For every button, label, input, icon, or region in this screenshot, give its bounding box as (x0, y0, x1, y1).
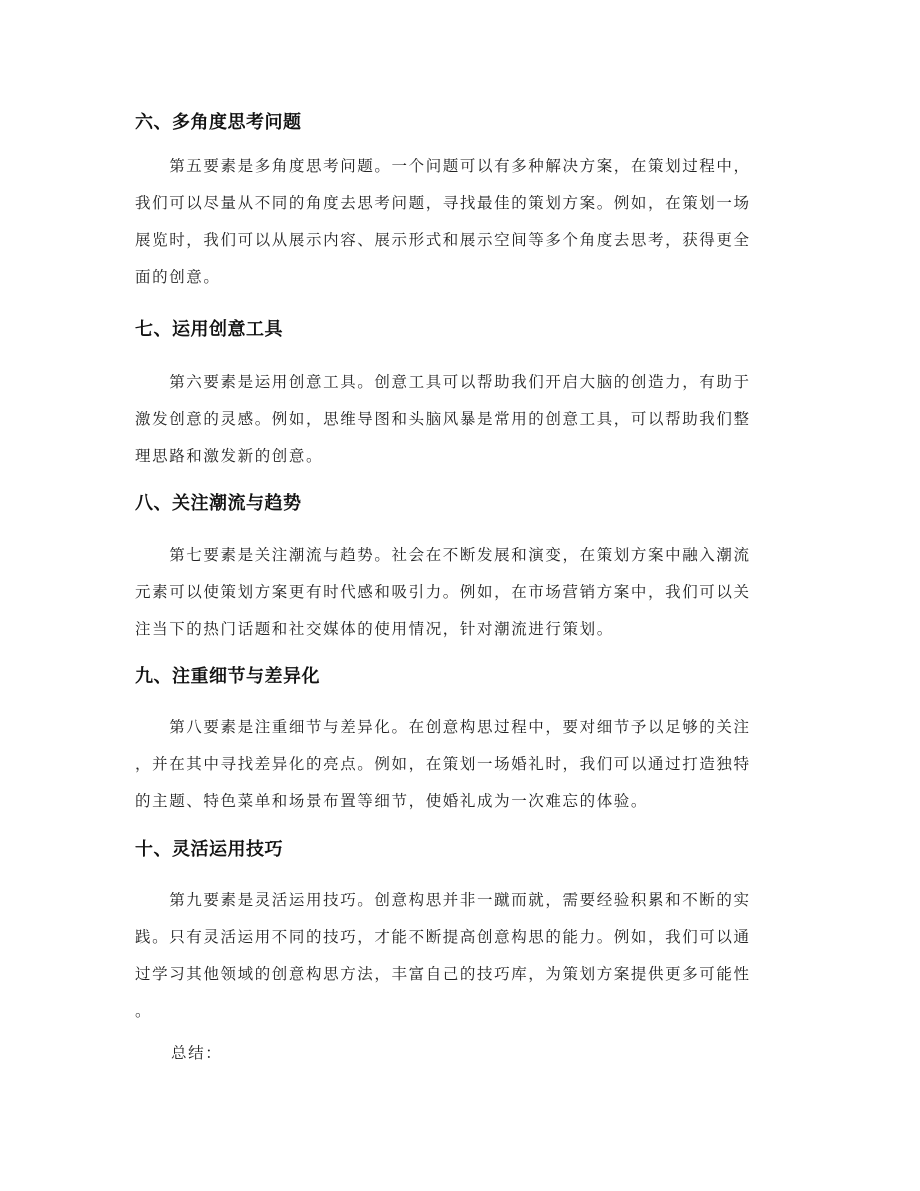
paragraph-line: 展览时，我们可以从展示内容、展示形式和展示空间等多个角度去思考，获得更全 (135, 231, 751, 249)
section-heading-7: 七、运用创意工具 (135, 319, 283, 340)
section-paragraph-7 (135, 364, 787, 475)
paragraph-line: 。 (135, 1002, 153, 1020)
section-paragraph-10 (135, 882, 787, 1030)
section-paragraph-9 (135, 709, 787, 820)
paragraph-line: 第九要素是灵活运用技巧。创意构思并非一蹴而就，需要经验积累和不断的实 (135, 891, 751, 909)
paragraph-line: 践。只有灵活运用不同的技巧，才能不断提高创意构思的能力。例如，我们可以通 (135, 928, 751, 946)
section-heading-10: 十、灵活运用技巧 (135, 839, 283, 860)
section-paragraph-8 (135, 537, 787, 648)
paragraph-line: 第六要素是运用创意工具。创意工具可以帮助我们开启大脑的创造力，有助于 (135, 373, 751, 391)
section-heading-9: 九、注重细节与差异化 (135, 666, 320, 687)
paragraph-line: 激发创意的灵感。例如，思维导图和头脑风暴是常用的创意工具，可以帮助我们整 (135, 410, 751, 428)
paragraph-line: 注当下的热门话题和社交媒体的使用情况，针对潮流进行策划。 (135, 620, 614, 638)
paragraph-line: 面的创意。 (135, 268, 221, 286)
paragraph-line: 我们可以尽量从不同的角度去思考问题，寻找最佳的策划方案。例如，在策划一场 (135, 194, 751, 212)
paragraph-line: 第五要素是多角度思考问题。一个问题可以有多种解决方案，在策划过程中， (135, 157, 751, 175)
paragraph-line: 的主题、特色菜单和场景布置等细节，使婚礼成为一次难忘的体验。 (135, 792, 649, 810)
section-heading-6: 六、多角度思考问题 (135, 112, 302, 133)
paragraph-line: 元素可以使策划方案更有时代感和吸引力。例如，在市场营销方案中，我们可以关 (135, 583, 751, 601)
paragraph-line: 理思路和激发新的创意。 (135, 447, 324, 465)
paragraph-line: ，并在其中寻找差异化的亮点。例如，在策划一场婚礼时，我们可以通过打造独特 (135, 755, 751, 773)
summary-label: 总结： (171, 1044, 223, 1062)
section-heading-8: 八、关注潮流与趋势 (135, 493, 302, 514)
paragraph-line: 第八要素是注重细节与差异化。在创意构思过程中，要对细节予以足够的关注 (135, 718, 751, 736)
paragraph-line: 过学习其他领域的创意构思方法，丰富自己的技巧库，为策划方案提供更多可能性 (135, 965, 751, 983)
paragraph-line: 第七要素是关注潮流与趋势。社会在不断发展和演变，在策划方案中融入潮流 (135, 546, 751, 564)
section-paragraph-6 (135, 148, 787, 296)
